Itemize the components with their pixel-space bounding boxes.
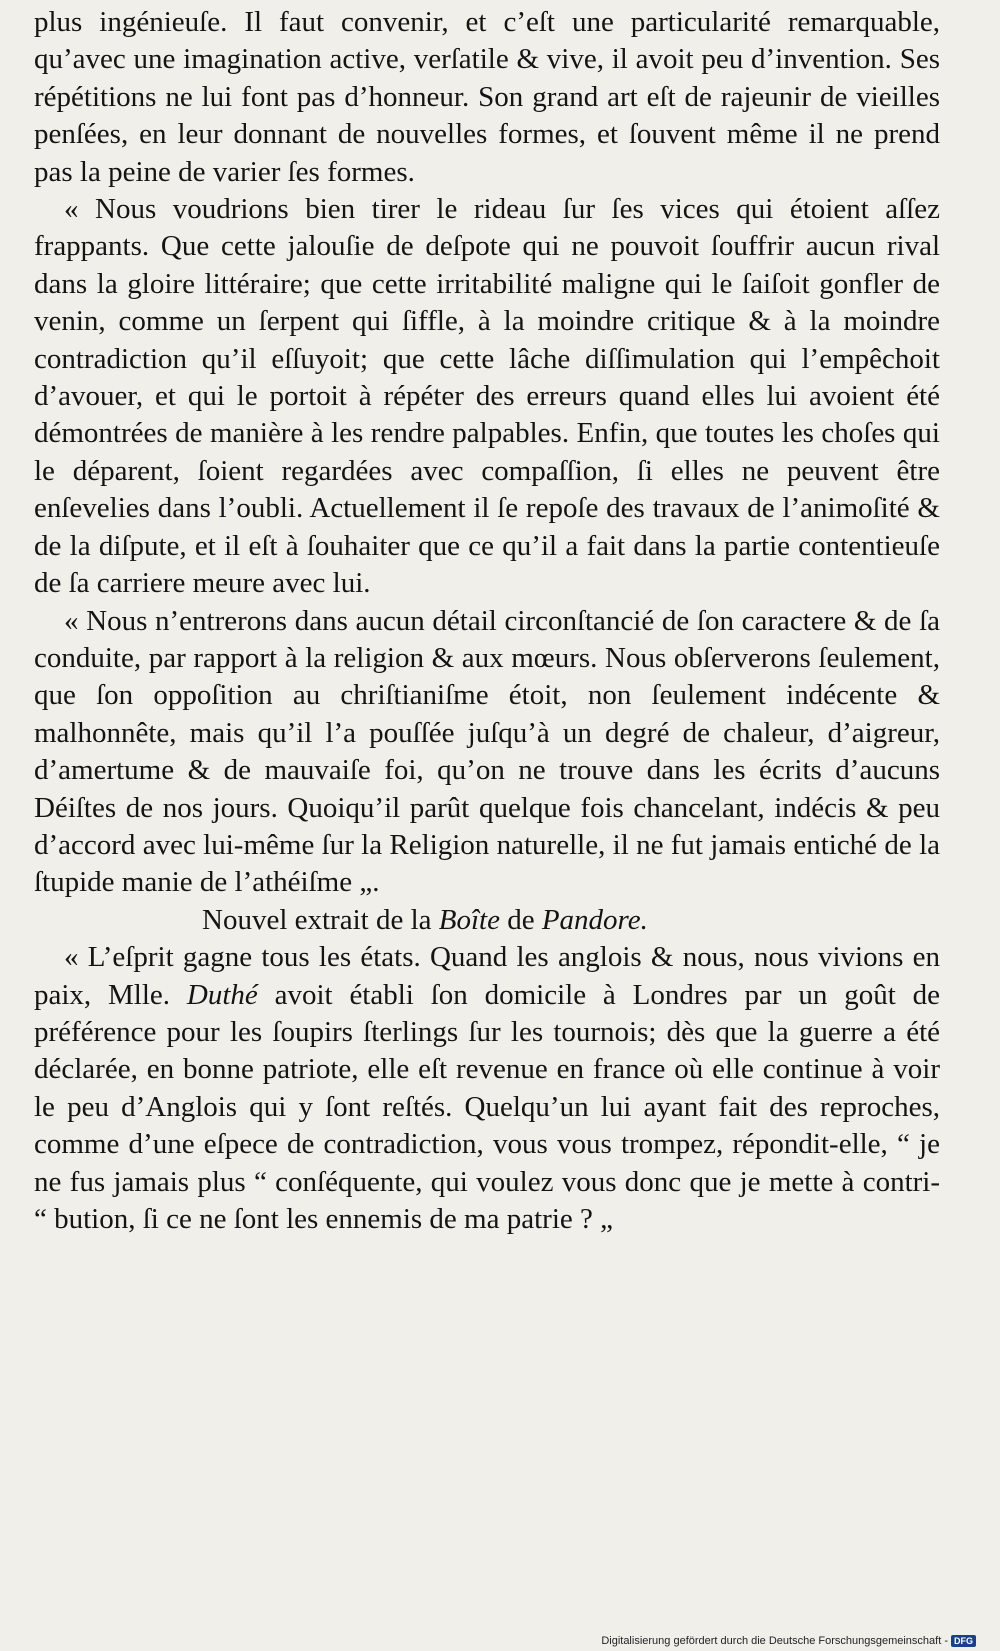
page-body: [34, 4, 940, 1238]
heading-italic-boite: Boîte: [438, 903, 500, 936]
heading-text: Nouvel extrait de la: [202, 903, 432, 936]
digitization-footer: [601, 1635, 976, 1647]
heading-de: de: [507, 903, 535, 936]
paragraph-1: plus ingénieuſe. Il faut convenir, et c’eſt une particularité remarquable, qu’avec une imagination active, verſatile & vive, il avoit peu d’invention. Ses répétitions ne lui font pas d’honneur. Son grand art eſt de rajeunir de vieilles penſées, en leur donnant de nouvelles formes, et ſouvent même il ne prend pas la peine de varier ſes formes.: [34, 6, 940, 188]
paragraph-4-name: Duthé: [186, 978, 258, 1011]
paragraph-4-start: « L’eſprit gagne tous les états. Quand les anglois & nous, nous vivions en paix, Mlle.: [34, 941, 940, 1011]
paragraph-4-end: avoit établi ſon domicile à Londres par un goût de préférence pour les ſoupirs ſterlings ſur les tournois; dès que la guerre a été déclarée, en bonne patriote, elle eſt revenue en france où elle continue à voir le peu d’Anglois qui y ſont reſtés. Quelqu’un lui ayant fait des reproches, comme d’une eſpece de contradiction, vous vous trompez, répondit-elle, “ je ne fus jamais plus “ conſéquente, qui voulez vous donc que je mette à contri- “ bution, ſi ce ne ſont les ennemis de ma patrie ? „: [34, 978, 940, 1235]
section-heading: [34, 902, 940, 939]
footer-credit: Digitalisierung gefördert durch die Deutsche Forschungsgemeinschaft -: [601, 1635, 948, 1647]
paragraph-3: « Nous n’entrerons dans aucun détail circonſtancié de ſon caractere & de ſa conduite, par rapport à la religion & aux mœurs. Nous obſerverons ſeulement, que ſon oppoſition au chriſtianiſme étoit, non ſeulement indécente & malhonnête, mais qu’il l’a pouſſée juſqu’à un degré de chaleur, d’aigreur, d’amertume & de mauvaiſe foi, qu’on ne trouve dans les écrits d’aucuns Déiſtes de nos jours. Quoiqu’il parût quelque fois chancelant, indécis & peu d’accord avec lui-même ſur la Religion naturelle, il ne fut jamais entiché de la ſtupide manie de l’athéiſme „.: [34, 604, 940, 899]
paragraph-2: « Nous voudrions bien tirer le rideau ſur ſes vices qui étoient aſſez frappants. Que cette jalouſie de deſpote qui ne pouvoit ſouffrir aucun rival dans la gloire littéraire; que cette irritabilité maligne qui le ſaiſoit gonfler de venin, comme un ſerpent qui ſiffle, à la moindre critique & à la moindre contradiction qu’il eſſuyoit; que cette lâche diſſimulation qui l’empêchoit d’avouer, et qui le portoit à répéter des erreurs quand elles lui avoient été démontrées de manière à les rendre palpables. Enfin, que toutes les choſes qui le déparent, ſoient regardées avec compaſſion, ſi elles ne peuvent être enſevelies dans l’oubli. Actuellement il ſe repoſe des travaux de l’animoſité & de la diſpute, et il eſt à ſouhaiter que ce qu’il a fait dans la partie contentieuſe de ſa carriere meure avec lui.: [34, 193, 940, 600]
dfg-logo-icon: DFG: [951, 1635, 976, 1647]
paragraph-4: [34, 939, 940, 1238]
heading-italic-pandore: Pandore.: [541, 903, 648, 936]
